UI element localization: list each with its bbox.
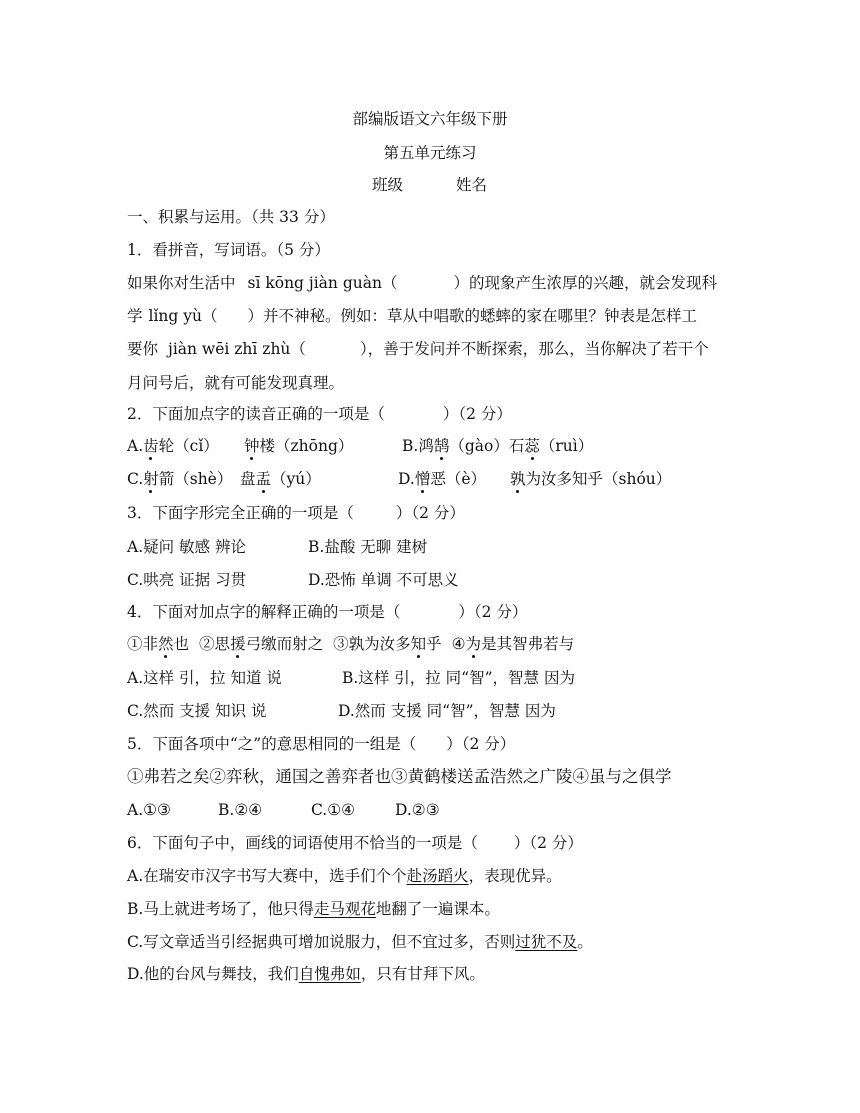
option-text: 恶（è） bbox=[430, 470, 487, 488]
question-3-title bbox=[127, 503, 465, 523]
option-text: A.在瑞安市汉字书写大赛中，选手们个个 bbox=[127, 867, 407, 885]
q2-option-d[interactable] bbox=[398, 469, 486, 489]
question-4-title bbox=[127, 602, 527, 622]
dotted-char: 射 bbox=[143, 470, 159, 488]
dotted-char: 孰 bbox=[510, 470, 526, 488]
underlined-phrase: 赴汤蹈火 bbox=[406, 867, 469, 885]
q3-score: ）（2 分） bbox=[395, 504, 465, 522]
dotted-char: 盂 bbox=[255, 470, 272, 488]
option-text: D.他的台风与舞技，我们 bbox=[127, 965, 299, 983]
q3-option-b[interactable]: B.盐酸 无聊 建树 bbox=[308, 538, 428, 556]
dotted-char: 齿 bbox=[143, 437, 159, 455]
option-text: 盘 bbox=[240, 470, 256, 488]
q4-option-b[interactable]: B.这样 引，拉 同“智”，智慧 因为 bbox=[342, 669, 575, 687]
pinyin-1: sī kōng jiàn guàn bbox=[247, 274, 382, 292]
q6-option-d[interactable] bbox=[127, 964, 485, 984]
q4-items bbox=[127, 634, 574, 654]
dotted-char: 然 bbox=[158, 635, 174, 653]
dotted-char: 为 bbox=[465, 635, 482, 653]
question-1-line-3 bbox=[127, 339, 709, 359]
q3-title-text: 3．下面字形完全正确的一项是（ bbox=[127, 504, 354, 522]
pinyin-3: jiàn wēi zhī zhù bbox=[168, 340, 291, 358]
question-1-line-1 bbox=[127, 273, 717, 293]
dotted-char: 蕊 bbox=[524, 437, 540, 455]
q2-option-b[interactable] bbox=[402, 436, 593, 456]
pinyin-2: lǐng yù bbox=[148, 307, 203, 325]
q1-text: ）的现象产生浓厚的兴趣，就会发现科 bbox=[453, 274, 717, 292]
question-1-line-2 bbox=[127, 306, 697, 326]
q4-option-a[interactable]: A.这样 引，拉 知道 说 bbox=[127, 669, 282, 687]
q3-option-d[interactable]: D.恐怖 单调 不可思义 bbox=[308, 571, 459, 589]
q2-option-a[interactable] bbox=[127, 436, 219, 456]
q6-title-text: 6．下面句子中，画线的词语使用不恰当的一项是（ bbox=[127, 834, 478, 852]
option-text: （yú） bbox=[271, 470, 321, 488]
q2-option-c-part-2 bbox=[240, 469, 321, 489]
item-text: 也 bbox=[173, 635, 190, 653]
section-heading: 一、积累与运用。（共 33 分） bbox=[127, 208, 335, 226]
item-text: 弓缴而射之 bbox=[245, 635, 324, 653]
question-1-line-4: 月问号后，就有可能发现真理。 bbox=[127, 374, 345, 392]
q5-option-c[interactable]: C.①④ bbox=[311, 801, 356, 819]
q3-option-c[interactable]: C.哄亮 证据 习贯 bbox=[127, 571, 247, 589]
q5-option-b[interactable]: B.②④ bbox=[218, 801, 263, 819]
option-text: 轮（cǐ） bbox=[158, 437, 219, 455]
q4-title-text: 4．下面对加点字的解释正确的一项是（ bbox=[127, 603, 401, 621]
class-label: 班级 bbox=[372, 176, 404, 194]
underlined-phrase: 自愧弗如 bbox=[298, 965, 361, 983]
q1-text: 学 bbox=[127, 307, 143, 325]
q4-option-c[interactable]: C.然而 支援 知识 说 bbox=[127, 702, 267, 720]
option-label: B.鸿 bbox=[402, 437, 434, 455]
q3-option-a[interactable]: A.疑问 敏感 辨论 bbox=[127, 538, 246, 556]
q5-option-d[interactable]: D.②③ bbox=[395, 801, 440, 819]
blank-open: （ bbox=[202, 307, 218, 325]
underlined-phrase: 走马观花 bbox=[313, 900, 376, 918]
question-1-title: 1．看拼音，写词语。（5 分） bbox=[127, 241, 330, 259]
option-text: ，只有甘拜下风。 bbox=[360, 965, 485, 983]
item-text: 是其智弗若与 bbox=[481, 635, 575, 653]
q4-score: ）（2 分） bbox=[458, 603, 528, 621]
blank-open: （ bbox=[290, 340, 306, 358]
q5-score: ）（2 分） bbox=[446, 735, 516, 753]
q2-score: ）（2 分） bbox=[442, 405, 512, 423]
q6-option-c[interactable] bbox=[127, 932, 593, 952]
item-text: 乎 bbox=[426, 635, 442, 653]
item-text: ③孰为汝多 bbox=[333, 635, 411, 653]
question-6-title bbox=[127, 833, 583, 853]
q1-text: 如果你对生活中 bbox=[127, 274, 236, 292]
item-text: ①非 bbox=[127, 635, 159, 653]
option-label: A. bbox=[127, 437, 144, 455]
dotted-char: 知 bbox=[410, 635, 427, 653]
document-subtitle: 第五单元练习 bbox=[383, 144, 477, 162]
q5-items: ①弗若之矣②弈秋，通国之善弈者也③黄鹤楼送孟浩然之广陵④虽与之俱学 bbox=[127, 767, 672, 786]
option-text: ，表现优异。 bbox=[468, 867, 562, 885]
q6-option-a[interactable] bbox=[127, 866, 562, 886]
item-text: ④ bbox=[451, 635, 466, 653]
option-text: 箭（shè） bbox=[158, 470, 233, 488]
q2-option-c[interactable] bbox=[127, 469, 232, 489]
question-5-title bbox=[127, 734, 515, 754]
q2-option-d-part-2 bbox=[510, 469, 671, 489]
name-label: 姓名 bbox=[456, 176, 488, 194]
q4-option-d[interactable]: D.然而 支援 同“智”，智慧 因为 bbox=[338, 702, 556, 720]
blank-open: （ bbox=[381, 274, 398, 292]
q2-title-text: 2．下面加点字的读音正确的一项是（ bbox=[127, 405, 385, 423]
q1-text: ）并不神秘。例如：草从中唱歌的蟋蟀的家在哪里？钟表是怎样工 bbox=[247, 307, 698, 325]
option-text: 。 bbox=[577, 933, 593, 951]
question-2-title bbox=[127, 404, 512, 424]
option-label: D. bbox=[398, 470, 415, 488]
option-label: C. bbox=[127, 470, 144, 488]
q2-option-a-part-2 bbox=[244, 436, 353, 456]
q1-text: ），善于发问并不断探索，那么，当你解决了若干个 bbox=[359, 340, 709, 358]
dotted-char: 援 bbox=[230, 635, 246, 653]
option-text: 地翻了一遍课本。 bbox=[375, 900, 500, 918]
dotted-char: 钟 bbox=[244, 437, 260, 455]
underlined-phrase: 过犹不及 bbox=[515, 933, 578, 951]
dotted-char: 鹄 bbox=[433, 437, 450, 455]
option-text: 为汝多知乎（shóu） bbox=[525, 470, 672, 488]
q1-text: 要你 bbox=[127, 340, 159, 358]
q5-title-text: 5．下面各项中“之”的意思相同的一组是（ bbox=[127, 735, 417, 753]
option-text: （ruì） bbox=[539, 437, 594, 455]
q6-score: ）（2 分） bbox=[513, 834, 583, 852]
document-title: 部编版语文六年级下册 bbox=[352, 110, 508, 128]
q6-option-b[interactable] bbox=[127, 899, 500, 919]
q5-option-a[interactable]: A.①③ bbox=[127, 801, 171, 819]
option-text: （gào）石 bbox=[449, 437, 525, 455]
dotted-char: 憎 bbox=[414, 470, 431, 488]
item-text: ②思 bbox=[199, 635, 231, 653]
option-text: 楼（zhōng） bbox=[259, 437, 354, 455]
option-text: C.写文章适当引经据典可增加说服力，但不宜过多，否则 bbox=[127, 933, 516, 951]
option-text: B.马上就进考场了，他只得 bbox=[127, 900, 314, 918]
